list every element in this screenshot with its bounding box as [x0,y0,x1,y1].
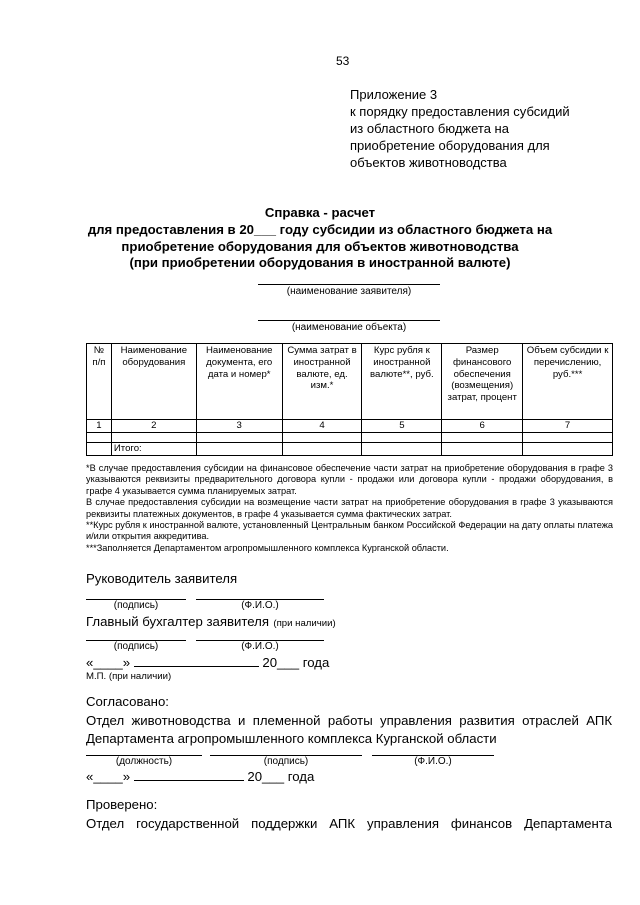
appendix-line-3: из областного бюджета на [350,121,509,136]
footnote-3: **Курс рубля к иностранной валюте, установленный Центральным банком Российской Федерации на дату оплаты платежа и/или открытия аккредитива. [86,520,613,542]
table-cell[interactable] [111,432,196,442]
title-line-4: (при приобретении оборудования в иностранной валюте) [129,255,511,271]
title-line-3: приобретение оборудования для объектов животноводства [121,238,519,254]
table-number-cell: 2 [111,420,196,433]
date-month-field[interactable] [134,769,244,781]
footnotes [86,463,613,554]
table-number-cell: 6 [442,420,523,433]
table-row [87,432,613,442]
accountant-sign-caption: (подпись) [113,641,159,652]
head-fio-caption: (Ф.И.О.) [241,600,279,611]
table-header-cell: Объем субсидии к перечислению, руб.*** [523,344,613,420]
mp-label: М.П. (при наличии) [86,671,172,682]
agreed-dept-line-2: Департамента агропромышленного комплекса Курганской области [86,731,497,746]
title-line-1: Справка - расчет [264,205,376,220]
table-number-cell: 7 [523,420,613,433]
table-number-row [87,420,613,433]
date-line-1 [86,655,329,670]
table-cell[interactable] [196,432,282,442]
date-year-word: года [302,655,330,670]
applicant-name-field[interactable] [258,284,440,285]
date-month-field[interactable] [134,655,259,667]
table-cell[interactable] [282,442,362,455]
table-header-cell: Наименование оборудования [111,344,196,420]
date-day-field[interactable]: ____ [93,655,123,670]
checked-label: Проверено: [86,797,158,812]
applicant-caption: (наименование заявителя) [286,286,412,297]
date-quote-open: « [86,655,94,670]
table-cell[interactable] [196,442,282,455]
appendix-line-2: к порядку предоставления субсидий [350,104,570,119]
accountant-line [86,613,336,631]
accountant-fio-caption: (Ф.И.О.) [241,641,279,652]
checked-dept-line-1: Отдел государственной поддержки АПК управления финансов Департамента [86,816,612,831]
table-cell[interactable] [87,432,112,442]
object-caption: (наименование объекта) [291,322,407,333]
table-total-row [87,442,613,455]
date-day-field[interactable]: ____ [93,769,123,784]
agreed-sign-caption: (подпись) [263,756,309,767]
table-cell [87,442,112,455]
table-cell[interactable] [442,432,523,442]
agreed-position-caption: (должность) [115,756,173,767]
appendix-line-1: Приложение 3 [350,87,438,102]
title-line-2: для предоставления в 20___ году субсидии из областного бюджета на [87,221,553,237]
date-quote-close: » [122,655,131,670]
head-label: Руководитель заявителя [86,571,238,586]
table-number-cell: 1 [87,420,112,433]
table-header-cell: Наименование документа, его дата и номер* [196,344,282,420]
appendix-block [350,86,570,171]
date-year-prefix: 20 [262,655,278,670]
table-number-cell: 4 [282,420,362,433]
head-sign-caption: (подпись) [113,600,159,611]
date-quote-close: » [122,769,131,784]
table-header-cell: Размер финансового обеспечения (возмещения) затрат, процент [442,344,523,420]
table-number-cell: 5 [362,420,442,433]
table-cell[interactable] [362,432,442,442]
table-cell[interactable] [362,442,442,455]
appendix-line-4: приобретение оборудования для [350,138,550,153]
total-label: Итого: [111,442,196,455]
table-cell[interactable] [442,442,523,455]
date-year-word: года [287,769,315,784]
date-year-field[interactable]: ___ [262,769,285,784]
accountant-label: Главный бухгалтер заявителя [86,614,269,629]
subsidy-table [86,343,613,456]
table-header-cell: Курс рубля к иностранной валюте**, руб. [362,344,442,420]
agreed-dept-line-1: Отдел животноводства и племенной работы управления развития отраслей АПК [86,713,612,728]
table-cell[interactable] [282,432,362,442]
agreed-label: Согласовано: [86,694,169,709]
table-header-row [87,344,613,420]
appendix-line-5: объектов животноводства [350,155,507,170]
table-cell[interactable] [523,442,613,455]
page-number: 53 [336,54,350,68]
document-title [60,205,580,272]
footnote-4: ***Заполняется Департаментом агропромышленного комплекса Курганской области. [86,542,449,553]
object-name-field[interactable] [258,320,440,321]
date-quote-open: « [86,769,94,784]
footnote-1: *В случае предоставления субсидии на финансовое обеспечение части затрат на приобретение оборудования в графе 3 указываются реквизиты предварительного договора купли - продажи или договора купли - продажи оборудования, в графе 4 указывается сумма планируемых затрат. [86,463,613,496]
footnote-2: В случае предоставления субсидии на возмещение части затрат на приобретение оборудования в графе 3 указываются реквизиты платежных документов, в графе 4 указывается сумма фактических затрат. [86,497,613,519]
table-header-cell: № п/п [87,344,112,420]
agreed-fio-caption: (Ф.И.О.) [414,756,452,767]
table-cell[interactable] [523,432,613,442]
accountant-note: (при наличии) [273,618,336,629]
date-year-prefix: 20 [247,769,263,784]
date-year-field[interactable]: ___ [277,655,300,670]
date-line-2 [86,769,314,784]
table-number-cell: 3 [196,420,282,433]
table-header-cell: Сумма затрат в иностранной валюте, ед. изм.* [282,344,362,420]
